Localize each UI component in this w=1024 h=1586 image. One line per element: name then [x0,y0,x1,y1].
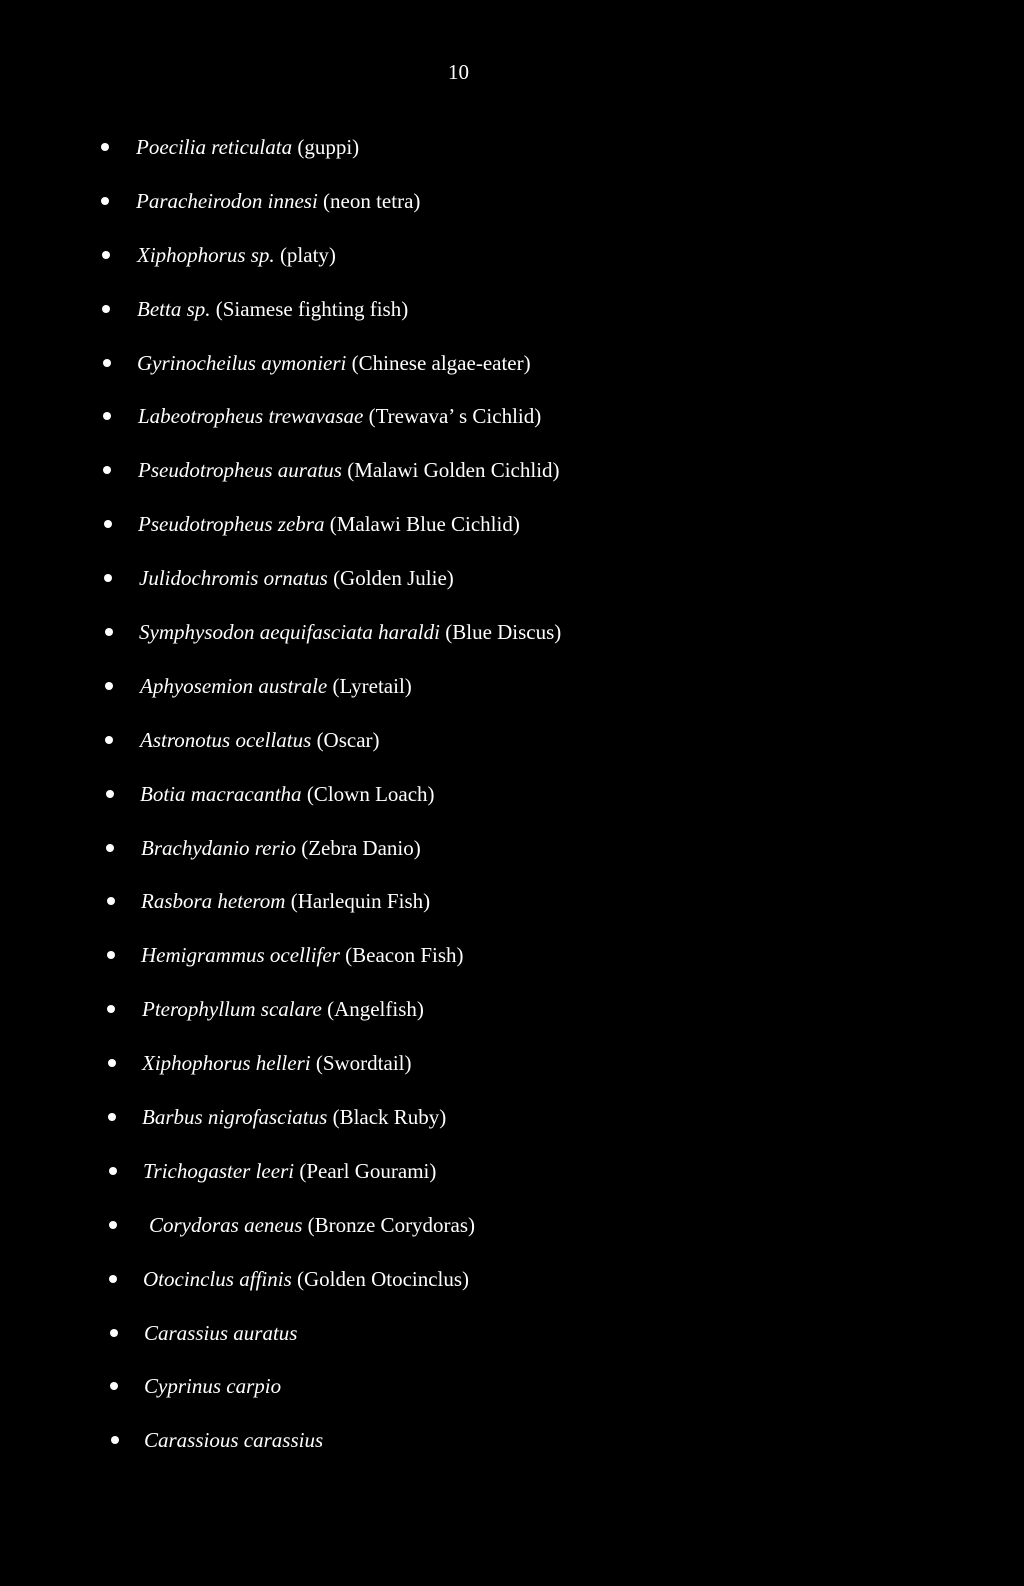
list-item-text [143,1150,436,1192]
common-name: (guppi) [297,135,360,159]
scientific-name: Gyrinocheilus aymonieri [137,350,347,375]
list-item-text [144,1312,297,1354]
scientific-name: Xiphophorus sp. [137,242,275,267]
bullet-icon [101,143,109,151]
common-name: (Zebra Danio) [301,835,421,860]
list-item-text [142,1096,446,1138]
scientific-name: Otocinclus affinis [143,1266,292,1291]
scientific-name: Pseudotropheus auratus [138,458,342,483]
list-item-text [144,1419,323,1461]
scientific-name: Cyprinus carpio [144,1374,282,1399]
scientific-name: Carassious carassius [144,1428,324,1453]
bullet-icon [106,844,114,852]
scientific-name: Astronotus ocellatus [140,727,312,752]
common-name: (Golden Julie) [333,566,454,591]
list-item-text [141,827,421,869]
scientific-name: Brachydanio rerio [141,835,296,860]
scientific-name: Xiphophorus helleri [142,1051,311,1076]
scientific-name: Hemigrammus ocellifer [141,943,340,968]
bullet-icon [108,1113,116,1121]
scientific-name: Labeotropheus trewavasae [138,404,364,429]
page-number: 10 [448,60,469,84]
bullet-icon [106,790,114,798]
common-name: (Golden Otocinclus) [297,1266,470,1291]
scientific-name: Rasbora heterom [141,889,286,914]
list-item-text [144,1365,281,1407]
common-name: (neon tetra) [323,188,421,213]
scientific-name: Julidochromis ornatus [139,566,328,591]
list-item-text [139,557,454,599]
bullet-icon [107,897,115,905]
common-name: (Clown Loach) [306,781,435,806]
list-item-text [136,126,359,168]
bullet-icon [103,466,111,474]
list-item-text [143,1258,469,1300]
common-name: (Oscar) [316,727,380,752]
common-name: (Blue Discus) [445,620,562,645]
bullet-icon [102,305,110,313]
common-name: (Pearl Gourami) [299,1158,437,1183]
bullet-icon [104,520,112,528]
scientific-name: Barbus nigrofasciatus [142,1105,328,1130]
list-item-text [141,934,464,976]
bullet-icon [111,1436,119,1444]
bullet-icon [107,1005,115,1013]
scientific-name: Pterophyllum scalare [142,997,322,1022]
scientific-name: Trichogaster leeri [143,1158,295,1183]
scientific-name: Corydoras aeneus [149,1212,303,1237]
common-name: (Angelfish) [327,997,424,1022]
list-item-text [138,395,541,437]
bullet-icon [109,1221,117,1229]
bullet-icon [108,1059,116,1067]
scientific-name: Carassius auratus [144,1320,298,1345]
common-name: (Beacon Fish) [345,943,464,968]
common-name: (Trewava’ s Cichlid) [368,404,542,429]
list-item-text [137,342,531,384]
bullet-icon [105,736,113,744]
common-name: (Malawi Golden Cichlid) [347,458,560,483]
list-item-text [138,449,560,491]
scientific-name: Pseudotropheus zebra [138,512,325,537]
common-name: (Lyretail) [332,673,412,698]
list-item-text [140,773,435,815]
list-item-text [139,611,561,653]
bullet-icon [105,628,113,636]
common-name: (Malawi Blue Cichlid) [329,512,520,537]
common-name: (Chinese algae-eater) [351,350,531,375]
scientific-name: Paracheirodon innesi [136,188,318,213]
bullet-icon [109,1275,117,1283]
common-name: (Swordtail) [315,1051,412,1076]
bullet-icon [102,251,110,259]
common-name: (Bronze Corydoras) [307,1212,476,1237]
bullet-icon [109,1167,117,1175]
list-item-text [138,503,520,545]
bullet-icon [101,197,109,205]
common-name: (Black Ruby) [332,1105,447,1130]
scientific-name: Botia macracantha [140,781,302,806]
list-item-text [141,880,430,922]
common-name: (Harlequin Fish) [290,889,431,914]
bullet-icon [107,951,115,959]
bullet-icon [110,1382,118,1390]
bullet-icon [104,574,112,582]
scientific-name: Poecilia reticulata [136,135,293,159]
list-item-text [137,288,408,330]
scientific-name: Aphyosemion australe [140,673,328,698]
list-item-text [140,719,380,761]
scientific-name: Betta sp. [137,296,211,321]
bullet-icon [110,1329,118,1337]
bullet-icon [105,682,113,690]
bullet-icon [103,359,111,367]
list-item-text [149,1204,475,1246]
list-item-text [142,988,424,1030]
list-item-text [142,1042,411,1084]
bullet-icon [103,412,111,420]
list-item-text [137,234,336,276]
common-name: (Siamese fighting fish) [215,296,409,321]
list-item-text [136,180,420,222]
list-item-text [140,665,412,707]
scientific-name: Symphysodon aequifasciata haraldi [139,620,440,645]
common-name: (platy) [279,242,336,267]
